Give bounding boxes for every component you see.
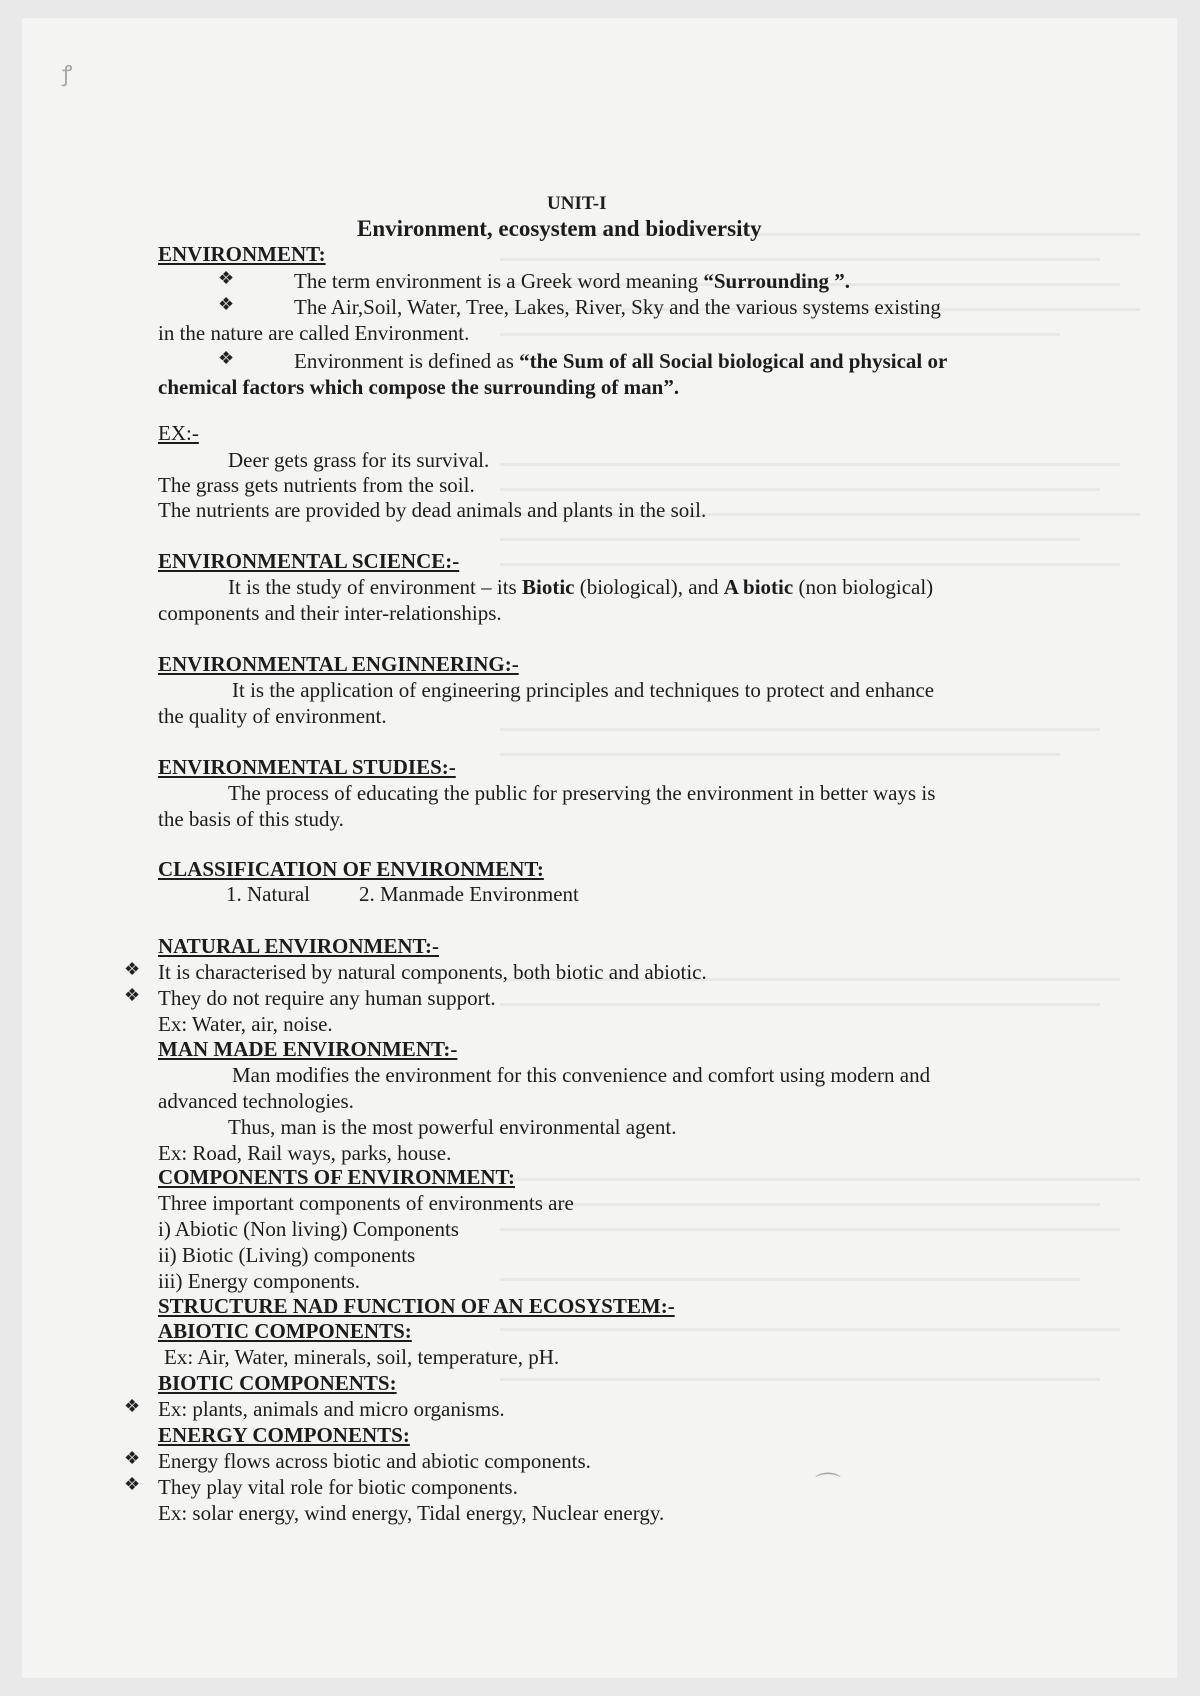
section-heading-biotic: BIOTIC COMPONENTS: [158, 1371, 397, 1395]
abiotic-example: Ex: Air, Water, minerals, soil, temperature, pH. [164, 1345, 560, 1369]
env-studies-line2: the basis of this study. [158, 807, 344, 831]
bullet-icon: ❖ [124, 1448, 141, 1468]
section-heading-env-science: ENVIRONMENTAL SCIENCE:- [158, 549, 460, 573]
env-studies-line1: The process of educating the public for preserving the environment in better ways is [228, 781, 936, 805]
section-heading-energy: ENERGY COMPONENTS: [158, 1423, 410, 1447]
example-line: Deer gets grass for its survival. [228, 448, 490, 472]
bullet-icon: ❖ [124, 1396, 141, 1416]
natural-bullet-1: It is characterised by natural components, both biotic and abiotic. [158, 960, 707, 984]
manmade-line2: advanced technologies. [158, 1089, 354, 1113]
env-science-line2: components and their inter-relationships. [158, 601, 502, 625]
env-engineering-line1: It is the application of engineering principles and techniques to protect and enhance [232, 678, 935, 702]
env-science-line1: It is the study of environment – its Biotic (biological), and A biotic (non biological) [228, 575, 934, 599]
bullet-icon: ❖ [124, 1474, 141, 1494]
example-line: The nutrients are provided by dead animals and plants in the soil. [158, 498, 707, 522]
components-item: i) Abiotic (Non living) Components [158, 1217, 459, 1241]
components-intro: Three important components of environments are [158, 1191, 574, 1215]
example-label: EX:- [158, 421, 199, 445]
bullet-icon: ❖ [124, 985, 141, 1005]
classification-item: 2. Manmade Environment [359, 882, 579, 906]
section-heading-abiotic: ABIOTIC COMPONENTS: [158, 1319, 412, 1343]
section-heading-manmade: MAN MADE ENVIRONMENT:- [158, 1037, 458, 1061]
section-heading-components: COMPONENTS OF ENVIRONMENT: [158, 1165, 515, 1189]
section-heading-structure: STRUCTURE NAD FUNCTION OF AN ECOSYSTEM:- [158, 1294, 675, 1318]
components-item: iii) Energy components. [158, 1269, 360, 1293]
biotic-example: Ex: plants, animals and micro organisms. [158, 1397, 505, 1421]
section-heading-classification: CLASSIFICATION OF ENVIRONMENT: [158, 857, 544, 881]
unit-label: UNIT-I [547, 193, 607, 214]
environment-para-2-line2: in the nature are called Environment. [158, 321, 470, 345]
pencil-mark-icon: ꝭ [62, 61, 73, 86]
bullet-icon: ❖ [124, 959, 141, 979]
page-title: Environment, ecosystem and biodiversity [357, 216, 762, 241]
energy-example: Ex: solar energy, wind energy, Tidal energy, Nuclear energy. [158, 1501, 665, 1525]
environment-para-3-line2: chemical factors which compose the surrounding of man”. [158, 375, 680, 399]
environment-para-2-line1: The Air,Soil, Water, Tree, Lakes, River, Sky and the various systems existing [294, 295, 941, 319]
components-item: ii) Biotic (Living) components [158, 1243, 416, 1267]
bullet-icon: ❖ [218, 294, 235, 314]
pen-mark-icon: ⌒ [815, 1472, 842, 1501]
manmade-line1: Man modifies the environment for this convenience and comfort using modern and [232, 1063, 931, 1087]
section-heading-natural: NATURAL ENVIRONMENT:- [158, 934, 439, 958]
document-page [22, 18, 1177, 1678]
energy-bullet-2: They play vital role for biotic components. [158, 1475, 518, 1499]
classification-item: 1. Natural [226, 882, 310, 906]
example-line: The grass gets nutrients from the soil. [158, 473, 475, 497]
natural-example: Ex: Water, air, noise. [158, 1012, 333, 1036]
manmade-example: Ex: Road, Rail ways, parks, house. [158, 1141, 452, 1165]
natural-bullet-2: They do not require any human support. [158, 986, 496, 1010]
energy-bullet-1: Energy flows across biotic and abiotic components. [158, 1449, 591, 1473]
section-heading-env-engineering: ENVIRONMENTAL ENGINNERING:- [158, 652, 519, 676]
manmade-line3: Thus, man is the most powerful environmental agent. [228, 1115, 677, 1139]
bullet-icon: ❖ [218, 348, 235, 368]
environment-para-3-line1: Environment is defined as “the Sum of all Social biological and physical or [294, 349, 948, 373]
section-heading-environment: ENVIRONMENT: [158, 242, 326, 266]
environment-para-1: The term environment is a Greek word meaning “Surrounding ”. [294, 269, 851, 293]
env-engineering-line2: the quality of environment. [158, 704, 387, 728]
section-heading-env-studies: ENVIRONMENTAL STUDIES:- [158, 755, 456, 779]
bullet-icon: ❖ [218, 268, 235, 288]
